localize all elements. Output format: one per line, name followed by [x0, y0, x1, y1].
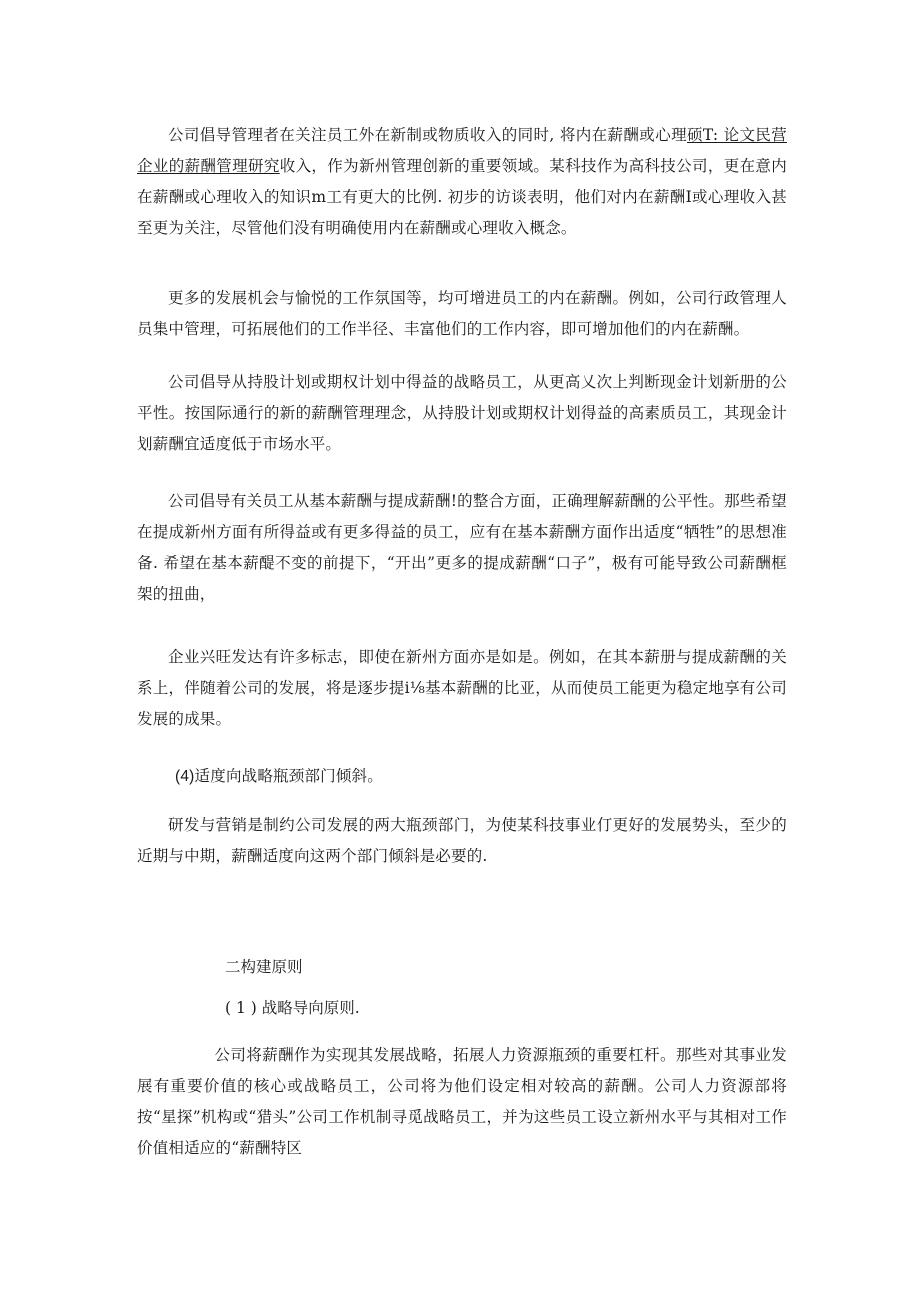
paragraph-7: 研发与营销是制约公司发展的两大瓶颈部门，为使某科技事业仃更好的发展势头，至少的近期与中期，薪酬适度向这两个部门倾斜是必要的.: [137, 816, 787, 865]
paragraph-1-link[interactable]: 硕T: 论文民营企业的薪酬管理研究: [137, 126, 787, 175]
paragraph-8: 公司将薪酬作为实现其发展战略，拓展人力资源瓶颈的重要杠杆。那些对其事业发展有重要价值的核心或战略员工，公司将为他们设定相对较高的薪酬。公司人力资源部将按“星探”机构或“猎头”公司工作机制寻觅战略员工，并为这些员工设立新州水平与其相对工作价值相适应的“薪酬特区: [137, 1046, 787, 1157]
paragraph-3: 公司倡导从持股计划或期权计划中得益的战略员工，从更高乂次上判断现金计划新册的公平性。按国际通行的新的薪酬管理理念，从持股计划或期权计划得益的高素质员工，其现金计划薪酬宜适度低于市场水平。: [137, 373, 787, 453]
paragraph-1-text-continued: 收入，作为新州管理创新的重要领域。某科技作为高科技公司，更在意内在薪酬或心理收入的知识m工有更大的比例. 初步的访谈表明，他们对内在薪酬I或心理收入甚至更为关注，尽管他们没有明确使用内在薪酬或心理收入概念。: [137, 157, 787, 237]
paragraph-5: 企业兴旺发达有许多标志，即使在新州方面亦是如是。例如，在其本薪册与提成薪酬的关系上，伴随着公司的发展，将是逐步提i⅛基本薪酬的比亚，从而使员工能更为稳定地享有公司发展的成果。: [137, 648, 787, 728]
paragraph-2: 更多的发展机会与愉悦的工作氛国等，均可增进员工的内在薪酬。例如，公司行政管理人员集中管理，可拓展他们的工作半径、丰富他们的工作内容，即可增加他们的内在薪酬。: [137, 289, 787, 338]
paragraph-1: [137, 120, 787, 244]
paragraph-4: 公司倡导有关员工从基本薪酬与提成薪酬!的整合方面，正确理解薪酬的公平性。那些希望在提成新州方面有所得益或有更多得益的员工，应有在基本薪酬方面作出适度“牺牲”的思想准备. 希望在基本薪醍不变的前提下，“开出”更多的提成薪酬“口子”，极有可能导致公司薪酬框架的扭曲，: [137, 492, 787, 603]
subsection-heading: ( 1 ) 战略导向原则.: [225, 999, 360, 1017]
section-heading: 二构建原则: [225, 958, 303, 976]
paragraph-1-text: 公司倡导管理者在关注员工外在新制或物质收入的同时, 将内在薪酬或心理: [168, 126, 687, 144]
list-item-4: (4)适度向战略瓶颈部门倾斜。: [175, 768, 383, 785]
